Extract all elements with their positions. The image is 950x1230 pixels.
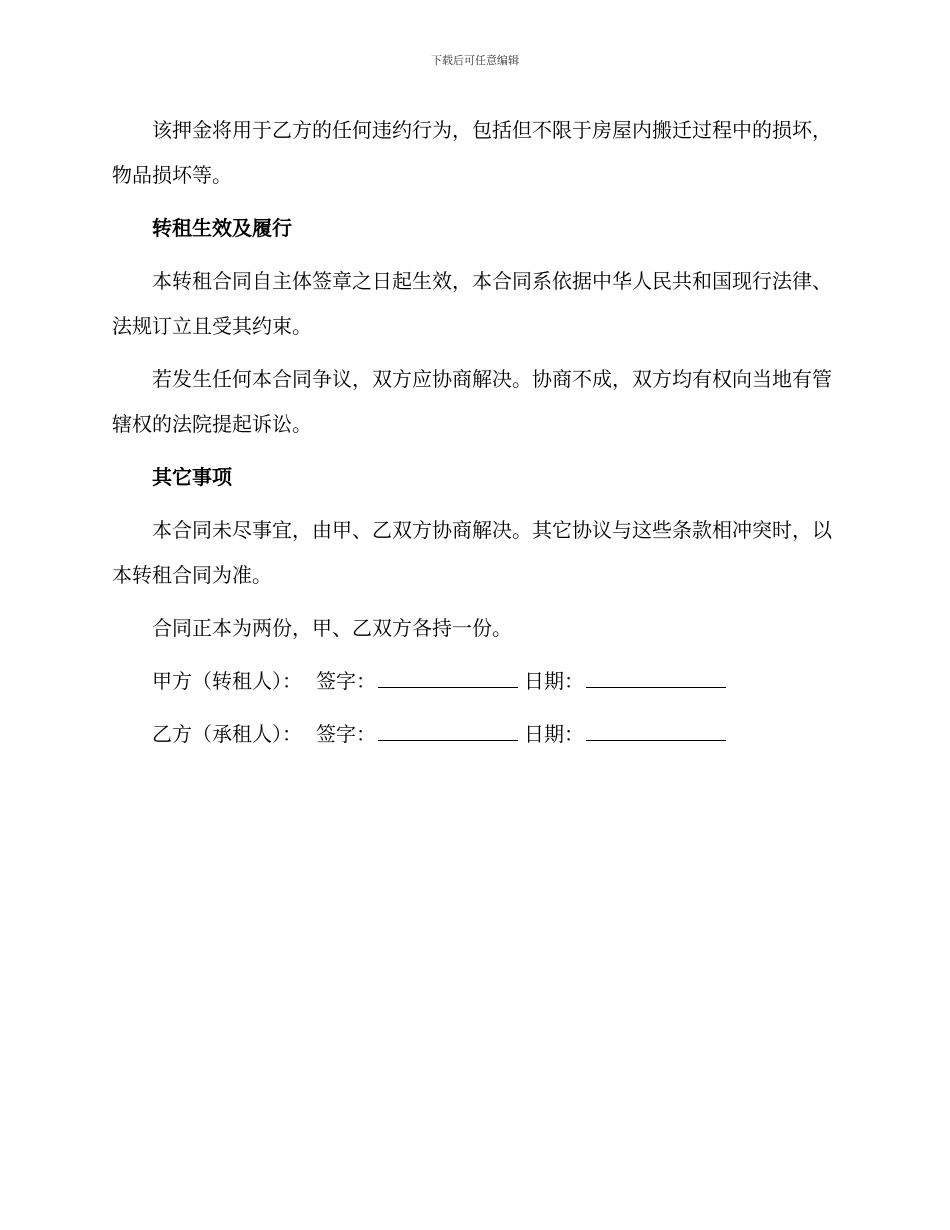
signature-line-party-a [112, 659, 832, 704]
paragraph-effective-date: 本转租合同自主体签章之日起生效，本合同系依据中华人民共和国现行法律、法规订立且受其约束。 [112, 269, 832, 338]
signature-line-party-b [112, 712, 832, 757]
party-b-label: 乙方（承租人）： [152, 722, 302, 746]
section-heading-effect: 转租生效及履行 [152, 216, 292, 240]
paragraph-other-matters: 本合同未尽事宜，由甲、乙双方协商解决。其它协议与这些条款相冲突时，以本转租合同为准。 [112, 518, 832, 587]
party-a-date-label: 日期： [524, 669, 584, 693]
party-a-sign-label: 签字： [316, 669, 376, 693]
party-a-signature-blank [378, 667, 518, 688]
party-b-signature-blank [378, 720, 518, 741]
party-b-date-label: 日期： [524, 722, 584, 746]
page-header: 下载后可任意编辑 [431, 54, 519, 67]
paragraph-dispute: 若发生任何本合同争议，双方应协商解决。协商不成，双方均有权向当地有管辖权的法院提起诉讼。 [112, 367, 832, 436]
paragraph-copies: 合同正本为两份，甲、乙双方各持一份。 [152, 616, 512, 640]
party-a-label: 甲方（转租人）： [152, 669, 302, 693]
paragraph-deposit-use: 该押金将用于乙方的任何违约行为，包括但不限于房屋内搬迁过程中的损坏，物品损坏等。 [112, 118, 832, 187]
section-heading-other: 其它事项 [152, 465, 232, 489]
party-b-date-blank [586, 720, 726, 741]
party-b-sign-label: 签字： [316, 722, 376, 746]
document-body [112, 108, 832, 765]
party-a-date-blank [586, 667, 726, 688]
